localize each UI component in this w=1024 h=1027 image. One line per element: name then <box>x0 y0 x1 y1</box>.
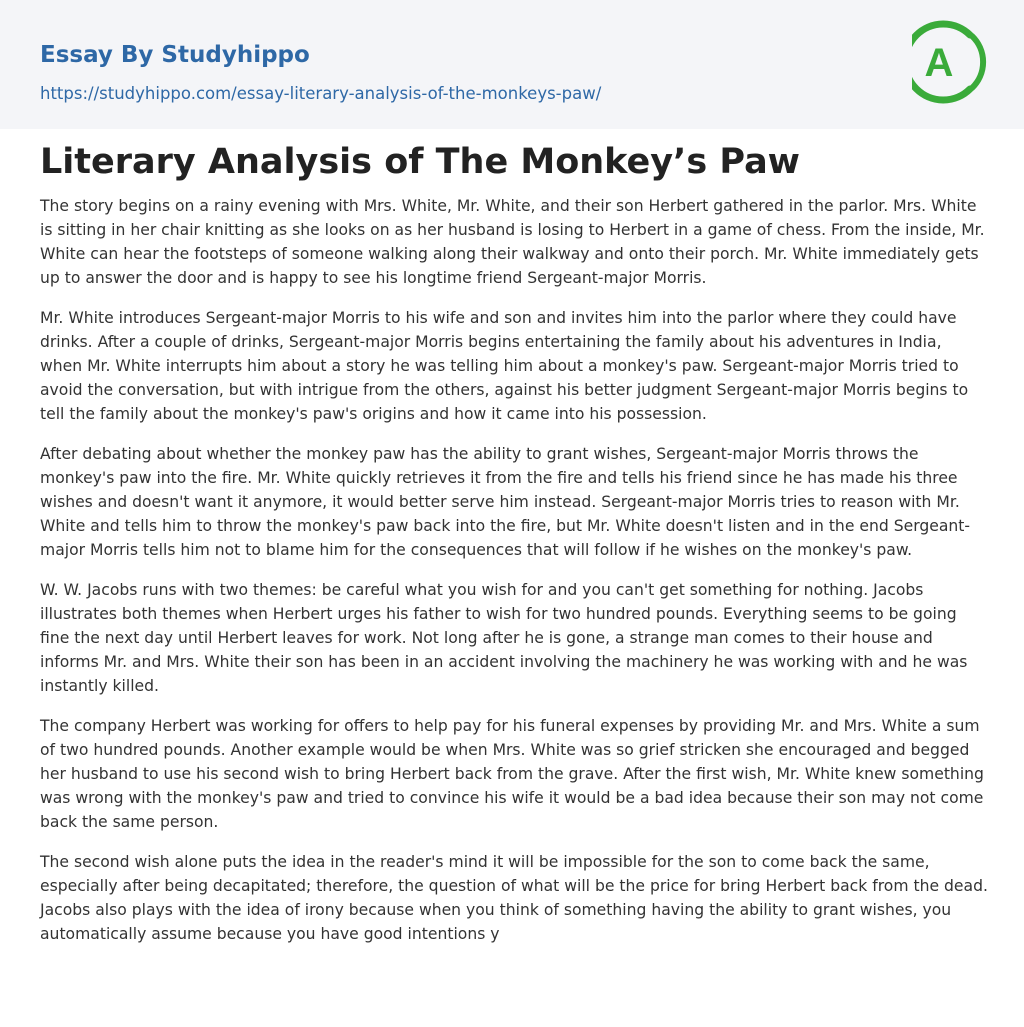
paragraph: After debating about whether the monkey paw has the ability to grant wishes, Sergeant-major Morris throws the monkey's paw into the fire. Mr. White quickly retrieves it from the fire and tells his friend since he has made his three wishes and doesn't want it anymore, it would better serve him instead. Sergeant-major Morris tries to reason with Mr. White and tells him to throw the monkey's paw back into the fire, but Mr. White doesn't listen and in the end Sergeant-major Morris tells him not to blame him for the consequences that will follow if he wishes on the monkey's paw. <box>40 445 970 559</box>
paragraph: The company Herbert was working for offers to help pay for his funeral expenses by providing Mr. and Mrs. White a sum of two hundred pounds. Another example would be when Mrs. White was so grief stricken she encouraged and begged her husband to use his second wish to bring Herbert back from the grave. After the first wish, Mr. White knew something was wrong with the monkey's paw and tried to convince his wife it would be a bad idea because their son may not come back the same person. <box>40 717 984 831</box>
paragraph: W. W. Jacobs runs with two themes: be careful what you wish for and you can't get something for nothing. Jacobs illustrates both themes when Herbert urges his father to wish for two hundred pounds. Everything seems to be going fine the next day until Herbert leaves for work. Not long after he is gone, a strange man comes to their house and informs Mr. and Mrs. White their son has been in an accident involving the machinery he was working with and he was instantly killed. <box>40 581 968 695</box>
studyhippo-logo-icon[interactable] <box>912 18 988 106</box>
essay-title: Literary Analysis of The Monkey’s Paw <box>40 142 801 182</box>
paragraph: The second wish alone puts the idea in the reader's mind it will be impossible for the son to come back the same, especially after being decapitated; therefore, the question of what will be the price for bring Herbert back from the dead. Jacobs also plays with the idea of irony because when you think of something having the ability to grant wishes, you automatically assume because you have good intentions y <box>40 853 988 943</box>
paragraph: Mr. White introduces Sergeant-major Morris to his wife and son and invites him into the parlor where they could have drinks. After a couple of drinks, Sergeant-major Morris begins entertaining the family about his adventures in India, when Mr. White interrupts him about a story he was telling him about a monkey's paw. Sergeant-major Morris tried to avoid the conversation, but with intrigue from the others, against his better judgment Sergeant-major Morris begins to tell the family about the monkey's paw's origins and how it came into his possession. <box>40 309 969 423</box>
site-header <box>0 0 1024 129</box>
essay-body <box>40 194 988 962</box>
paragraph: The story begins on a rainy evening with Mrs. White, Mr. White, and their son Herbert gathered in the parlor. Mrs. White is sitting in her chair knitting as she looks on as her husband is losing to Herbert in a game of chess. From the inside, Mr. White can hear the footsteps of someone walking along their walkway and onto their porch. Mr. White immediately gets up to answer the door and is happy to see his longtime friend Sergeant-major Morris. <box>40 197 985 287</box>
essay-url[interactable]: https://studyhippo.com/essay-literary-analysis-of-the-monkeys-paw/ <box>40 84 602 103</box>
site-brand[interactable]: Essay By Studyhippo <box>40 42 310 68</box>
logo-letter: A <box>924 41 954 85</box>
